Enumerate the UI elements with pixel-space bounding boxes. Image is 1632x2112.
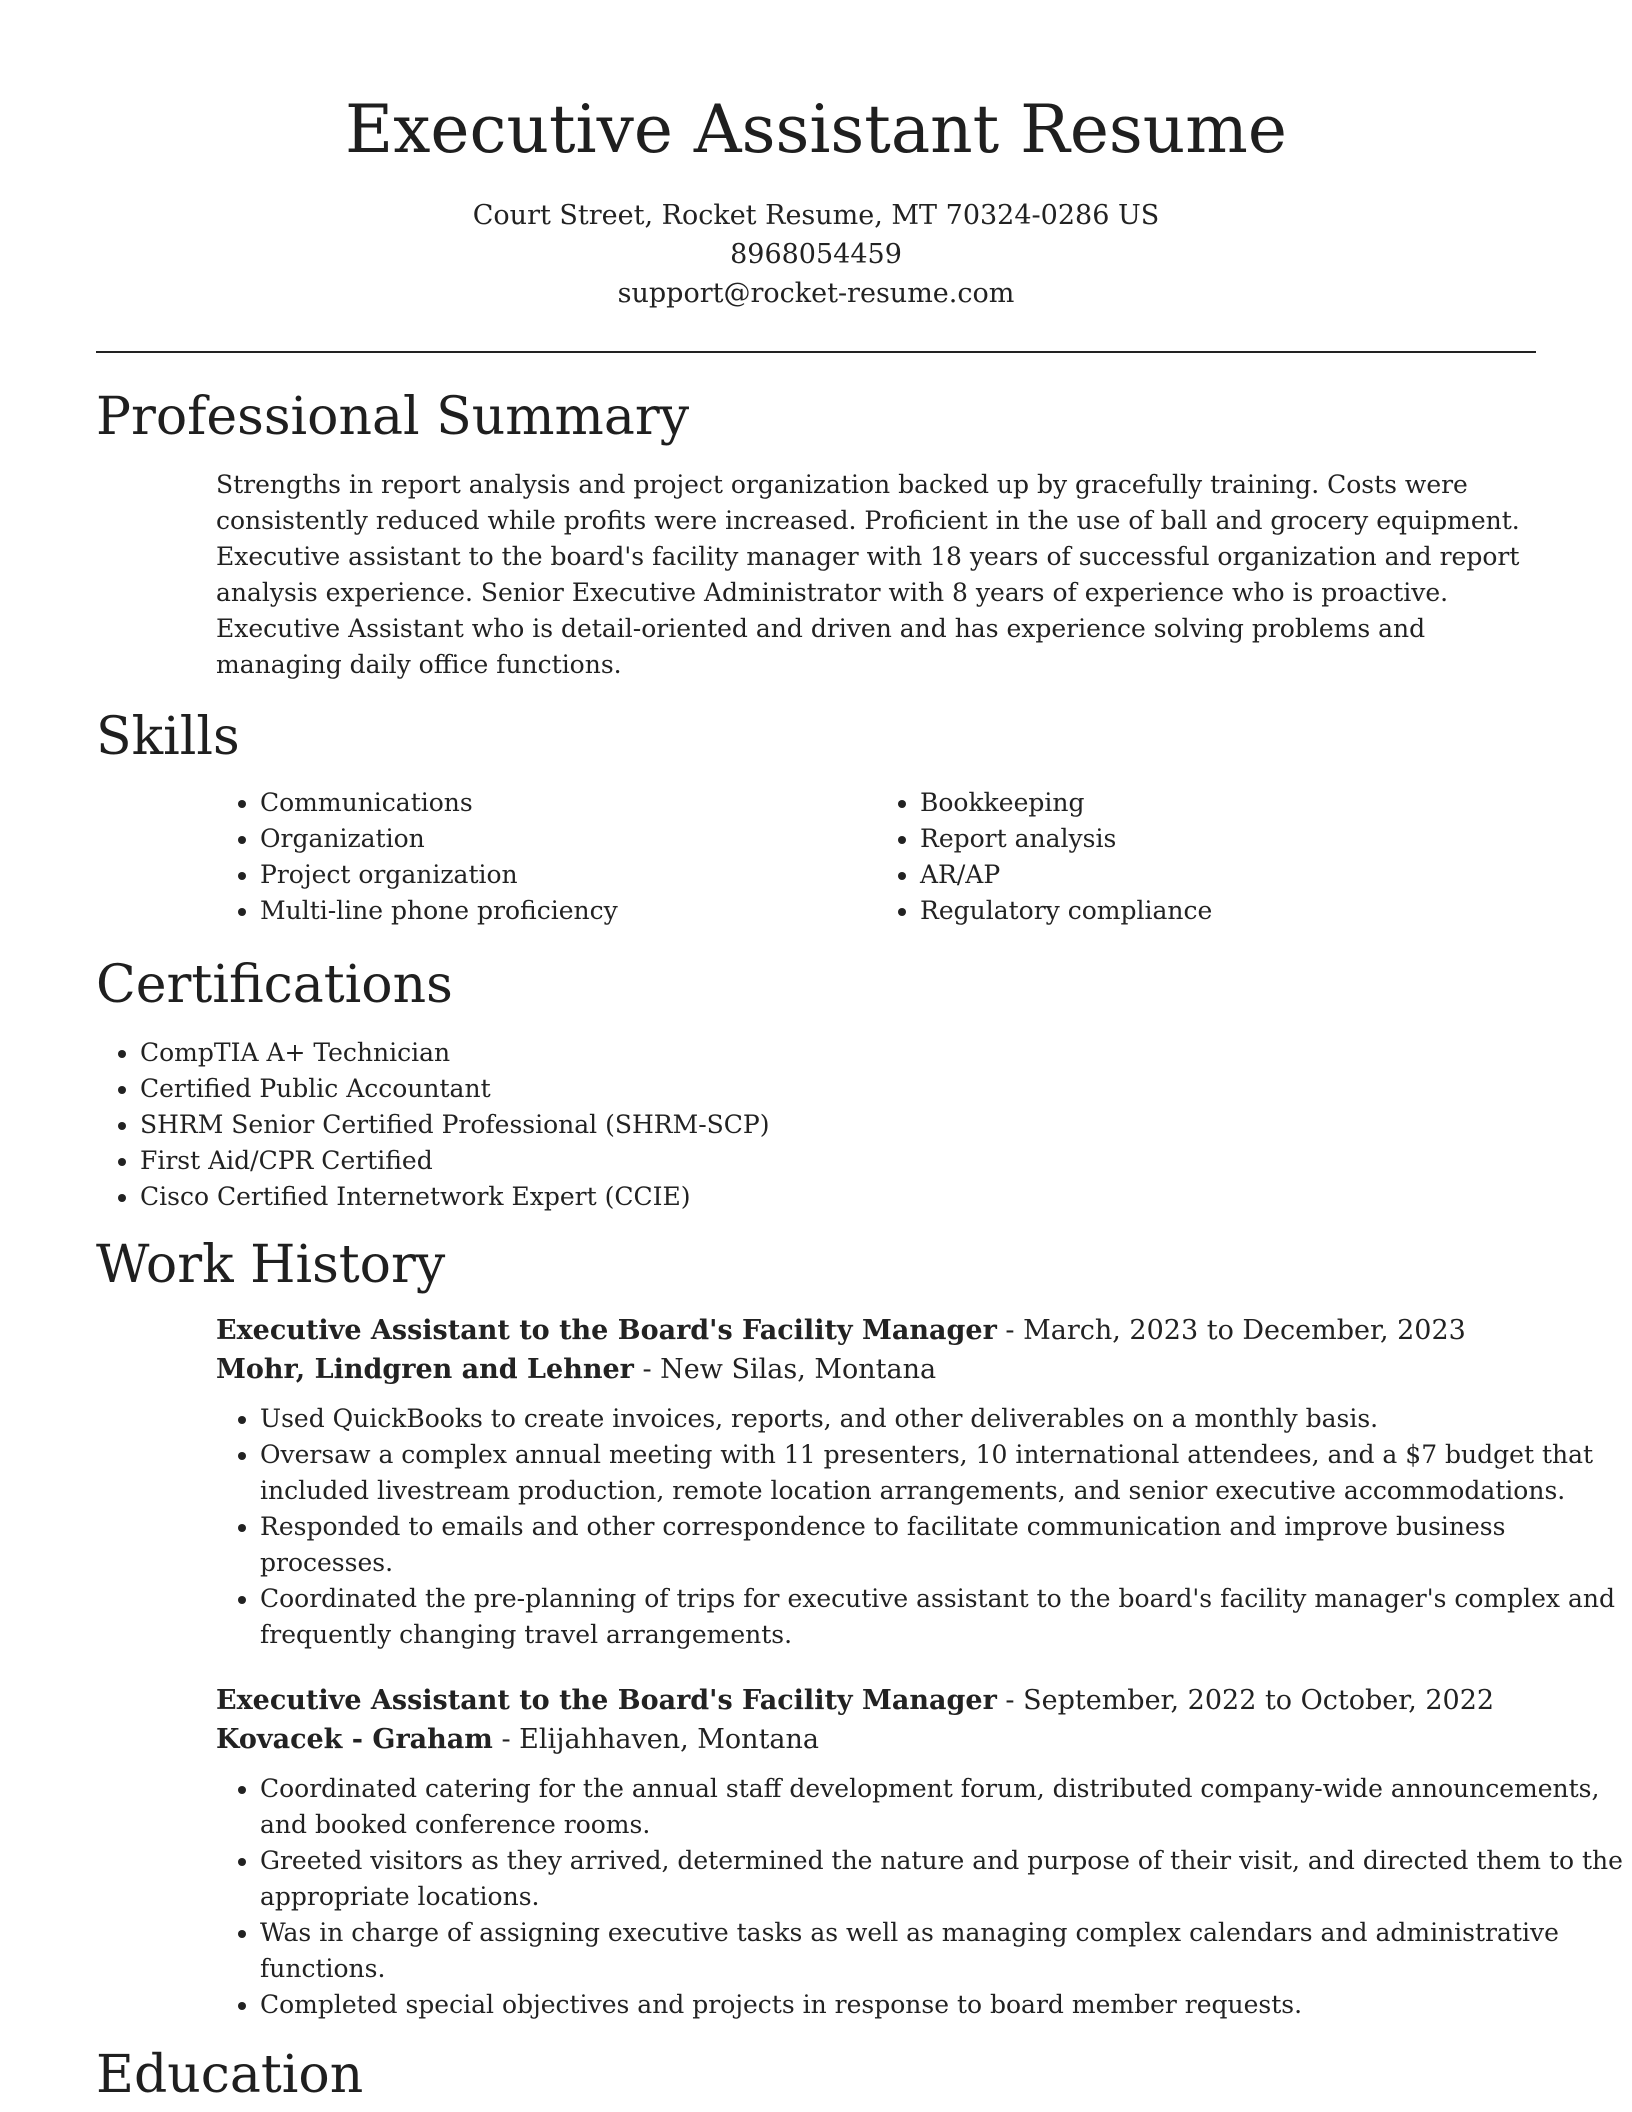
skill-item: • Project organization bbox=[260, 857, 876, 893]
resume-title: Executive Assistant Resume bbox=[345, 91, 1287, 168]
skill-item: • Report analysis bbox=[920, 821, 1536, 857]
job-role-line bbox=[216, 1311, 1536, 1350]
phone: 8968054459 bbox=[730, 239, 902, 270]
section-title-education: Education bbox=[96, 2045, 364, 2105]
certification-item: • Certified Public Accountant bbox=[140, 1071, 1536, 1107]
certification-item: • First Aid/CPR Certified bbox=[140, 1143, 1536, 1179]
summary-text: Strengths in report analysis and project organization backed up by gracefully training. Costs were consistently reduced while profits were increased. Proficient in the use of ball and grocery equipment. Executive assistant to the board's facility manager with 18 years of successful organization and report analysis experience. Senior Executive Administrator with 8 years of experience who is proactive. Executive Assistant who is detail-oriented and driven and has experience solving problems and managing daily office functions. bbox=[216, 470, 1520, 679]
skill-item: • Bookkeeping bbox=[920, 785, 1536, 821]
section-title-certifications: Certifications bbox=[96, 955, 453, 1015]
resume-page bbox=[96, 0, 1623, 2107]
contact-block bbox=[96, 196, 1536, 313]
section-title-work-history: Work History bbox=[96, 1235, 446, 1295]
job-bullet: • Used QuickBooks to create invoices, reports, and other deliverables on a monthly basis. bbox=[260, 1401, 1630, 1437]
job-dates: - March, 2023 to December, 2023 bbox=[996, 1315, 1466, 1346]
job-bullet: • Greeted visitors as they arrived, determined the nature and purpose of their visit, and directed them to the appropriate locations. bbox=[260, 1843, 1630, 1915]
skill-item: • Multi-line phone proficiency bbox=[260, 893, 876, 929]
job-role: Executive Assistant to the Board's Facility Manager bbox=[216, 1315, 997, 1346]
skills-list-right bbox=[876, 785, 1536, 929]
certifications-list bbox=[96, 1035, 1536, 1215]
job-bullet: • Was in charge of assigning executive tasks as well as managing complex calendars and administrative functions. bbox=[260, 1915, 1630, 1987]
job-role-line bbox=[216, 1681, 1536, 1720]
job-bullet: • Coordinated the pre-planning of trips for executive assistant to the board's facility manager's complex and frequently changing travel arrangements. bbox=[260, 1581, 1630, 1653]
job-bullet: • Coordinated catering for the annual staff development forum, distributed company-wide announcements, and booked conference rooms. bbox=[260, 1771, 1630, 1843]
job-company: Mohr, Lindgren and Lehner bbox=[216, 1354, 634, 1385]
skill-item: • Regulatory compliance bbox=[920, 893, 1536, 929]
skill-item: • Communications bbox=[260, 785, 876, 821]
job-company-line bbox=[216, 1350, 1536, 1389]
job-bullet: • Completed special objectives and projects in response to board member requests. bbox=[260, 1987, 1630, 2023]
email: support@rocket-resume.com bbox=[617, 278, 1015, 309]
certification-item: • SHRM Senior Certified Professional (SHRM-SCP) bbox=[140, 1107, 1536, 1143]
job-location: - Elijahhaven, Montana bbox=[492, 1724, 819, 1755]
section-title-summary: Professional Summary bbox=[96, 387, 690, 447]
job-entry bbox=[216, 1681, 1623, 2023]
job-company: Kovacek - Graham bbox=[216, 1724, 493, 1755]
certification-item: • Cisco Certified Internetwork Expert (CCIE) bbox=[140, 1179, 1536, 1215]
job-bullets bbox=[216, 1771, 1630, 2023]
job-bullet: • Oversaw a complex annual meeting with 11 presenters, 10 international attendees, and a $7 budget that included livestream production, remote location arrangements, and senior executive accommodations. bbox=[260, 1437, 1630, 1509]
header-divider bbox=[96, 351, 1536, 353]
job-entry bbox=[216, 1311, 1615, 1653]
certification-item: • CompTIA A+ Technician bbox=[140, 1035, 1536, 1071]
job-bullets bbox=[216, 1401, 1630, 1653]
skills-list-left bbox=[216, 785, 876, 929]
skills-grid bbox=[216, 785, 1536, 929]
job-location: - New Silas, Montana bbox=[633, 1354, 937, 1385]
skill-item: • Organization bbox=[260, 821, 876, 857]
job-company-line bbox=[216, 1720, 1536, 1759]
job-dates: - September, 2022 to October, 2022 bbox=[996, 1685, 1495, 1716]
job-role: Executive Assistant to the Board's Facility Manager bbox=[216, 1685, 997, 1716]
skill-item: • AR/AP bbox=[920, 857, 1536, 893]
section-title-skills: Skills bbox=[96, 707, 240, 767]
address: Court Street, Rocket Resume, MT 70324-0286 US bbox=[472, 200, 1160, 231]
job-bullet: • Responded to emails and other correspondence to facilitate communication and improve business processes. bbox=[260, 1509, 1630, 1581]
